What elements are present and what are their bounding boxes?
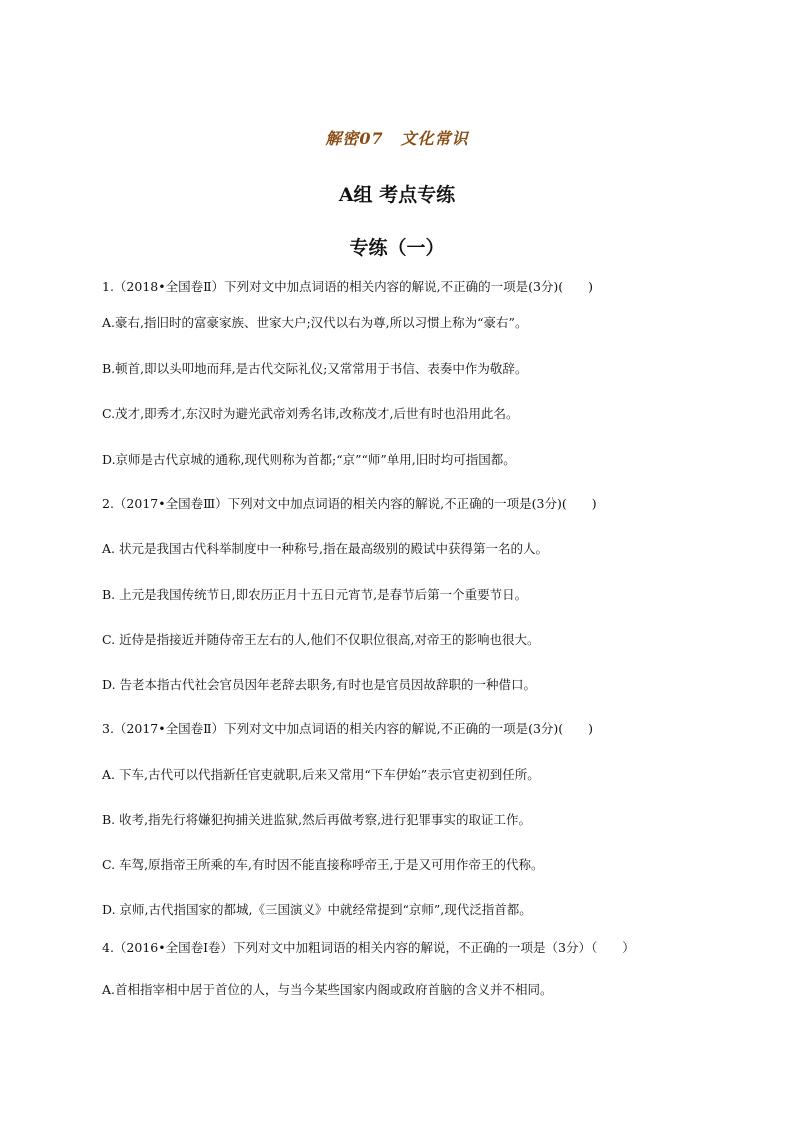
question-2-stem: 2.（2017•全国卷Ⅲ）下列对文中加点词语的相关内容的解说,不正确的一项是(3分)( )	[102, 496, 597, 511]
question-4-option-a: A.首相指宰相中居于首位的人，与当今某些国家内阁或政府首脑的含义并不相同。	[102, 982, 553, 997]
question-2-option-b: B. 上元是我国传统节日,即农历正月十五日元宵节,是春节后第一个重要节日。	[102, 587, 528, 602]
question-1-option-b: B.顿首,即以头叩地而拜,是古代交际礼仪;又常常用于书信、表奏中作为敬辞。	[102, 361, 528, 376]
question-3-option-a: A. 下车,古代可以代指新任官吏就职,后来又常用“下车伊始”表示官吏初到任所。	[102, 767, 540, 782]
question-1-option-d: D.京师是古代京城的通称,现代则称为首都;“京”“师”单用,旧时均可指国都。	[102, 452, 516, 467]
question-3-option-b: B. 收考,指先行将嫌犯拘捕关进监狱,然后再做考察,进行犯罪事实的取证工作。	[102, 812, 532, 827]
question-3-option-d: D. 京师,古代指国家的都城,《三国演义》中就经常提到“京师”,现代泛指首都。	[102, 902, 532, 917]
question-1-option-a: A.豪右,指旧时的富豪家族、世家大户;汉代以右为尊,所以习惯上称为“豪右”。	[102, 315, 528, 330]
question-3-option-c: C. 车驾,原指帝王所乘的车,有时因不能直接称呼帝王,于是又可用作帝王的代称。	[102, 857, 544, 872]
group-title: A组 考点专练	[338, 184, 456, 206]
question-1-stem: 1.（2018•全国卷Ⅱ）下列对文中加点词语的相关内容的解说,不正确的一项是(3分)( )	[102, 279, 594, 294]
section-title: 专练（一）	[349, 237, 445, 259]
question-1-option-c: C.茂才,即秀才,东汉时为避光武帝刘秀名讳,改称茂才,后世有时也沿用此名。	[102, 406, 519, 421]
question-2-option-d: D. 告老本指古代社会官员因年老辞去职务,有时也是官员因故辞职的一种借口。	[102, 677, 536, 692]
question-3-stem: 3.（2017•全国卷Ⅱ）下列对文中加点词语的相关内容的解说,不正确的一项是(3分)( )	[102, 721, 594, 736]
question-2-option-c: C. 近侍是指接近并随侍帝王左右的人,他们不仅职位很高,对帝王的影响也很大。	[102, 632, 540, 647]
question-4-stem: 4.（2016•全国卷Ⅰ卷）下列对文中加粗词语的相关内容的解说，不正确的一项是（3分）（ ）	[102, 940, 635, 955]
question-2-option-a: A. 状元是我国古代科举制度中一种称号,指在最高级别的殿试中获得第一名的人。	[102, 541, 548, 556]
chapter-title: 解密07 文化常识	[325, 129, 469, 148]
